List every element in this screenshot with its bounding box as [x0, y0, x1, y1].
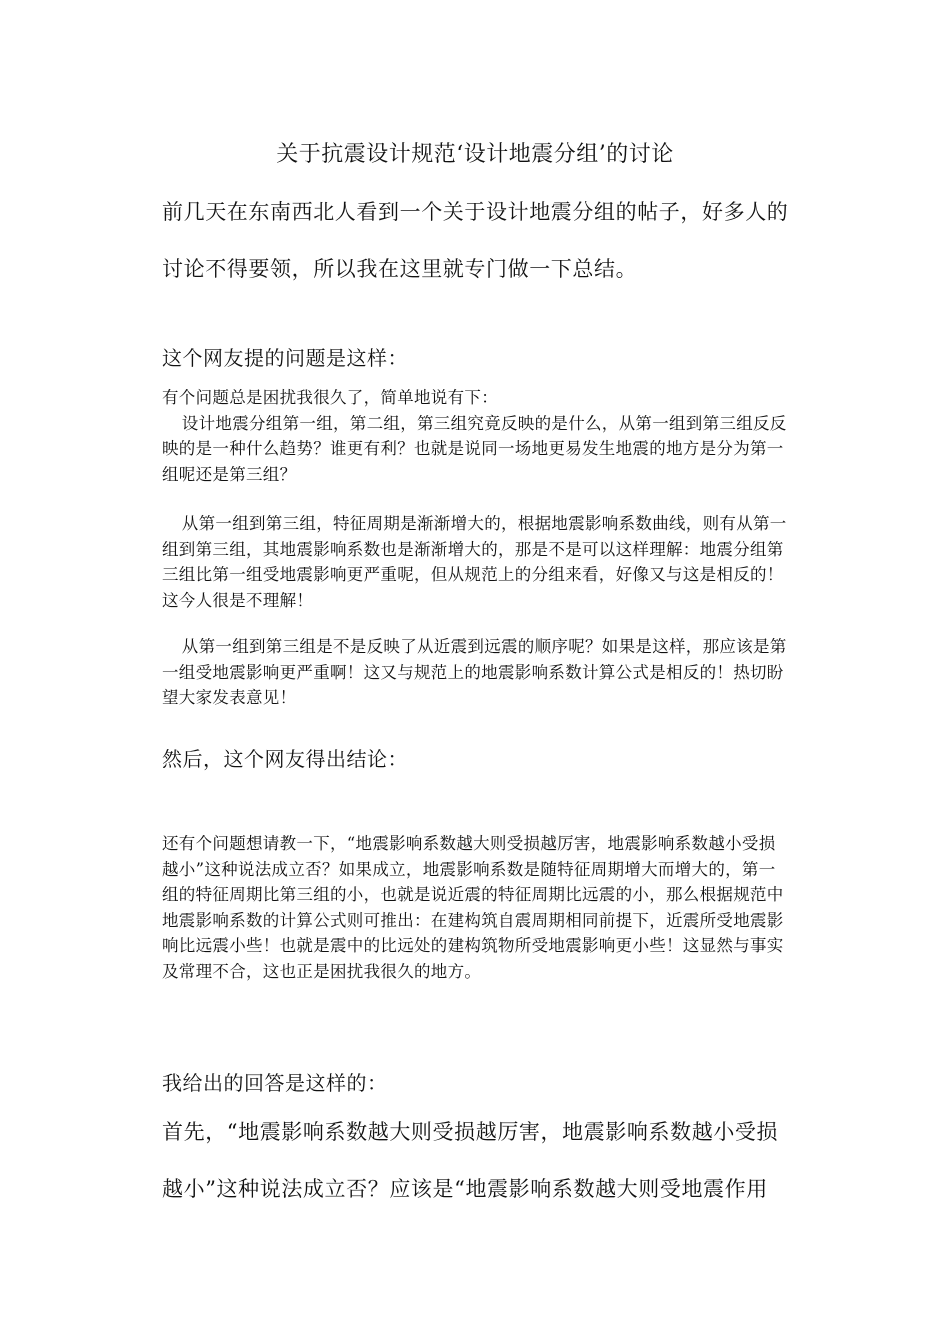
question-lead: 有个问题总是困扰我很久了，简单地说有下： [162, 388, 498, 407]
question-heading: 这个网友提的问题是这样： [162, 346, 408, 370]
answer-paragraph: 首先，“地震影响系数越大则受损越厉害，地震影响系数越小受损越小”这种说法成立否？应该是“地震影响系数越大则受地震作用 [162, 1120, 779, 1201]
question-paragraph-1: 设计地震分组第一组，第二组，第三组究竟反映的是什么，从第一组到第三组反反映的是一种什么趋势？谁更有利？也就是说同一场地更易发生地震的地方是分为第一组呢还是第三组？ [162, 413, 787, 484]
document-title: 关于抗震设计规范‘设计地震分组’的讨论 [276, 142, 674, 167]
conclusion-paragraph: 还有个问题想请教一下，“地震影响系数越大则受损越厉害，地震影响系数越小受损越小”这种说法成立否？如果成立，地震影响系数是随特征周期增大而增大的，第一组的特征周期比第三组的小，也就是说近震的特征周期比远震的小，那么根据规范中地震影响系数的计算公式则可推出：在建构筑自震周期相同前提下，近震所受地震影响比远震小些！也就是震中的比远处的建构筑物所受地震影响更小些！这显然与事实及常理不合，这也正是困扰我很久的地方。 [162, 834, 784, 981]
question-paragraph-3: 从第一组到第三组是不是反映了从近震到远震的顺序呢？如果是这样，那应该是第一组受地震影响更严重啊！这又与规范上的地震影响系数计算公式是相反的！热切盼望大家发表意见！ [162, 637, 787, 707]
answer-heading: 我给出的回答是这样的： [162, 1071, 388, 1095]
conclusion-heading: 然后，这个网友得出结论： [162, 747, 408, 771]
intro-paragraph: 前几天在东南西北人看到一个关于设计地震分组的帖子，好多人的讨论不得要领，所以我在这里就专门做一下总结。 [162, 200, 789, 281]
question-paragraph-2: 从第一组到第三组，特征周期是渐渐增大的，根据地震影响系数曲线，则有从第一组到第三组，其地震影响系数也是渐渐增大的，那是不是可以这样理解：地震分组第三组比第一组受地震影响更严重呢，但从规范上的分组来看，好像又与这是相反的！这今人很是不理解！ [162, 514, 787, 610]
